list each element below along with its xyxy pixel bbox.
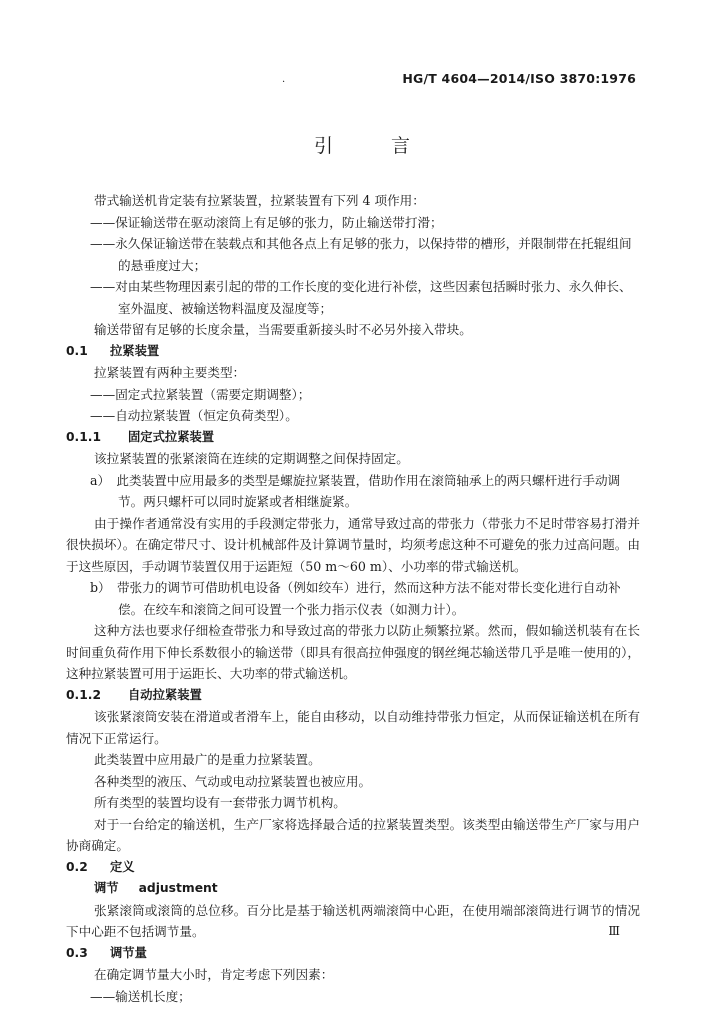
stray-dot: . [282,74,286,85]
dash-item: ——永久保证输送带在装载点和其他各点上有足够的张力，以保持带的槽形，并限制带在托辊组间 [90,236,632,251]
paragraph: 对于一台给定的输送机，生产厂家将选择最合适的拉紧装置类型。该类型由输送带生产厂家与用户协商确定。 [66,816,640,853]
paragraph: 该张紧滚筒安装在滑道或者滑车上，能自由移动，以自动维持带张力恒定，从而保证输送机在所有情况下正常运行。 [66,709,640,746]
paragraph: 所有类型的装置均设有一套带张力调节机构。 [94,795,346,810]
paragraph: 带式输送机肯定装有拉紧装置，拉紧装置有下列 4 项作用： [94,193,425,208]
list-item: a） 此类装置中应用最多的类型是螺旋拉紧装置，借助作用在滚筒轴承上的两只螺杆进行手动调 [90,472,621,488]
term-zh: 调节 [94,881,119,895]
page-title: 引 言 [313,135,437,157]
section-title: 固定式拉紧装置 [128,429,215,444]
section-title: 调节量 [110,945,147,960]
paragraph: 偿。在绞车和滚筒之间可设置一个张力指示仪表（如测力计）。 [118,601,465,617]
dash-item: ——对由某些物理因素引起的带的工作长度的变化进行补偿，这些因素包括瞬时张力、永久伸长、 [90,279,632,294]
body-text [66,190,640,1007]
standard-code-header: HG/T 4604—2014/ISO 3870:1976 [402,71,636,86]
paragraph: 节。两只螺杆可以同时旋紧或者相继旋紧。 [118,494,358,509]
page-number: Ⅲ [608,924,620,938]
paragraph: 室外温度、被输送物料温度及湿度等； [118,300,333,316]
section-heading [66,685,640,707]
list-item: b） 带张力的调节可借助机电设备（例如绞车）进行，然而这种方法不能对带长变化进行自动补 [90,580,621,595]
section-heading [66,341,640,363]
dash-item: ——自动拉紧装置（恒定负荷类型）。 [90,408,298,423]
term-en: adjustment [138,881,218,895]
paragraph: 这种方法也要求仔细检查带张力和导致过高的带张力以防止频繁拉紧。然而，假如输送机装有在长时间重负荷作用下伸长系数很小的输送带（即具有很高拉伸强度的钢丝绳芯输送带几乎是唯一使用的），这种拉紧装置可用于运距长、大功率的带式输送机。 [66,623,640,681]
paragraph: 拉紧装置有两种主要类型： [94,365,246,380]
term-entry [66,878,640,900]
dash-item: ——保证输送带在驱动滚筒上有足够的张力，防止输送带打滑； [90,214,443,230]
dash-item: ——输送机长度； [90,988,191,1004]
section-heading [66,857,640,879]
section-title: 自动拉紧装置 [128,687,202,702]
paragraph: 张紧滚筒或滚筒的总位移。百分比是基于输送机两端滚筒中心距，在使用端部滚筒进行调节的情况下中心距不包括调节量。 [66,902,640,939]
dash-item: ——固定式拉紧装置（需要定期调整）； [90,386,311,402]
paragraph: 各种类型的液压、气动或电动拉紧装置也被应用。 [94,773,372,789]
paragraph: 的悬垂度过大； [118,257,207,273]
section-number: 0.1.1 [66,429,102,444]
paragraph: 该拉紧装置的张紧滚筒在连续的定期调整之间保持固定。 [94,451,409,466]
section-title: 拉紧装置 [110,343,160,358]
section-number: 0.1 [66,343,88,358]
section-number: 0.3 [66,945,88,960]
section-number: 0.1.2 [66,687,102,702]
section-title: 定义 [110,859,135,874]
paragraph: 此类装置中应用最广的是重力拉紧装置。 [94,752,321,767]
section-heading [66,943,640,965]
paragraph: 输送带留有足够的长度余量，当需要重新接头时不必另外接入带块。 [94,322,472,337]
section-heading [66,427,640,449]
paragraph: 在确定调节量大小时，肯定考虑下列因素： [94,967,334,982]
paragraph: 由于操作者通常没有实用的手段测定带张力，通常导致过高的带张力（带张力不足时带容易打滑并很快损坏）。在确定带尺寸、设计机械部件及计算调节量时，均须考虑这种不可避免的张力过高问题。由于这些原因，手动调节装置仅用于运距短（50 m～60 m）、小功率的带式输送机。 [66,515,640,574]
section-number: 0.2 [66,859,88,874]
